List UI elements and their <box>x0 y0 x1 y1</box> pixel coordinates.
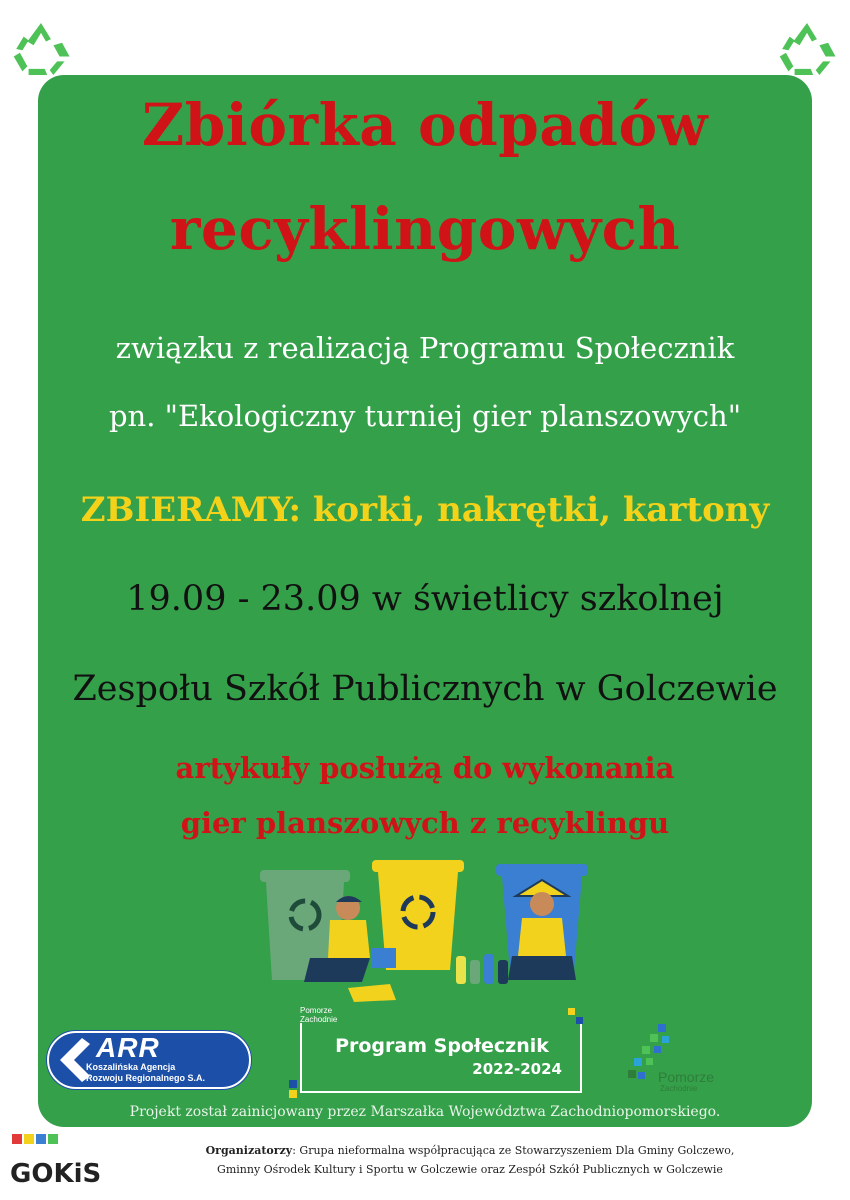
organizers-label: Organizatorzy <box>205 1144 293 1157</box>
pixel-mark-icon <box>568 1008 584 1026</box>
organizers-line1-text: : Grupa nieformalna współpracująca ze Stowarzyszeniem Dla Gminy Golczewo, <box>292 1144 735 1157</box>
pomorze-small-line2: Zachodnie <box>300 1015 338 1024</box>
organizers-line2: Gminny Ośrodek Kultury i Sportu w Golczewie oraz Zespół Szkół Publicznych w Golczewie <box>217 1163 723 1176</box>
poster-title-line2: recyklingowych <box>169 195 681 263</box>
organizers-line1 <box>90 1144 850 1158</box>
pixel-mark-icon <box>289 1080 309 1100</box>
collection-dates: 19.09 - 23.09 w świetlicy szkolnej <box>126 579 724 619</box>
program-years: 2022-2024 <box>472 1060 562 1078</box>
recycle-icon <box>776 18 838 80</box>
gokis-wordmark: GOKiS <box>10 1159 102 1189</box>
school-name: Zespołu Szkół Publicznych w Golczewie <box>72 669 778 709</box>
subtitle-line1: związku z realizacją Programu Społecznik <box>115 331 735 365</box>
pomorze-small-logo <box>300 1006 337 1024</box>
arr-line2: Rozwoju Regionalnego S.A. <box>86 1073 205 1083</box>
recycle-icon <box>10 18 72 80</box>
arr-line1: Koszalińska Agencja <box>86 1062 176 1072</box>
arr-agency-name <box>86 1062 236 1084</box>
pomorze-right-line2: Zachodnie <box>660 1084 698 1093</box>
gokis-logo <box>8 1132 102 1192</box>
arr-abbreviation: ARR <box>96 1032 160 1063</box>
collected-items: ZBIERAMY: korki, nakrętki, kartony <box>80 490 770 530</box>
initiative-note: Projekt został zainicjowany przez Marszałka Województwa Zachodniopomorskiego. <box>129 1104 721 1120</box>
recycling-illustration <box>250 860 600 1010</box>
purpose-line2: gier planszowych z recyklingu <box>180 806 670 840</box>
subtitle-line2: pn. "Ekologiczny turniej gier planszowych" <box>108 399 742 433</box>
pomorze-small-line1: Pomorze <box>300 1006 333 1015</box>
pomorze-right-line1: Pomorze <box>658 1069 715 1085</box>
program-name: Program Społecznik <box>335 1035 549 1057</box>
poster-title-line1: Zbiórka odpadów <box>141 91 709 159</box>
purpose-line1: artykuły posłużą do wykonania <box>175 751 675 785</box>
